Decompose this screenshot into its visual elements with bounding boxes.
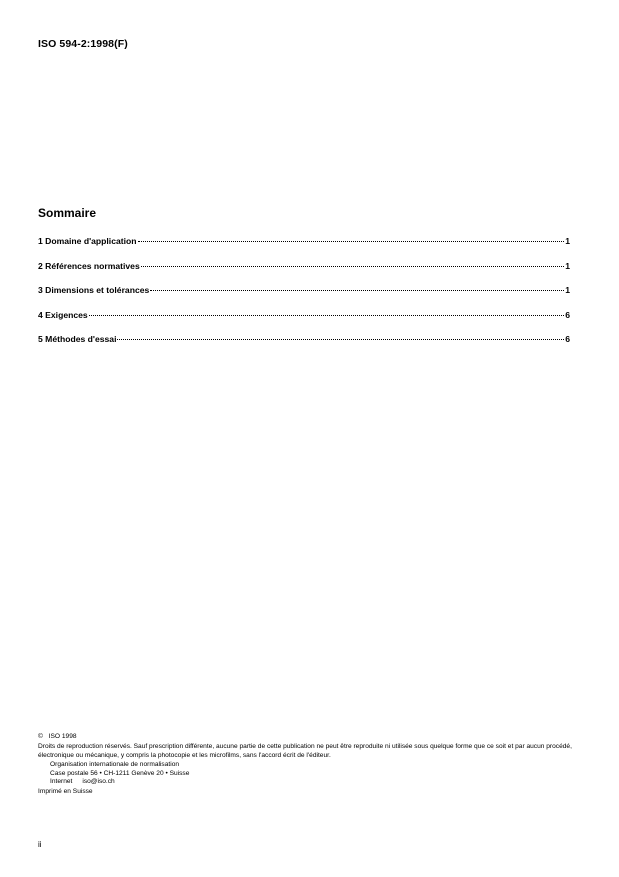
page-number: ii — [38, 840, 42, 849]
toc-entry[interactable] — [38, 285, 570, 310]
toc-entry-page: 6 — [565, 334, 570, 344]
toc-leader-dots — [138, 240, 565, 242]
internet-label: Internet — [50, 778, 73, 786]
toc-entry-page: 1 — [565, 236, 570, 246]
toc-entry-label: 5 Méthodes d'essai — [38, 334, 117, 344]
toc-entry-label: 3 Dimensions et tolérances — [38, 285, 150, 295]
toc-leader-dots — [150, 289, 564, 291]
toc-entry-label: 1 Domaine d'application — [38, 236, 137, 246]
toc-title: Sommaire — [38, 206, 97, 220]
toc-entry[interactable] — [38, 236, 570, 261]
printed-in-notice: Imprimé en Suisse — [38, 788, 93, 796]
toc-entry-page: 6 — [565, 309, 570, 320]
copyright-footer — [38, 733, 578, 797]
internet-line — [50, 778, 578, 786]
toc-entry[interactable] — [38, 261, 570, 286]
toc-leader-dots — [117, 338, 564, 340]
copyright-line — [38, 733, 578, 741]
toc-entry-page: 1 — [565, 260, 570, 271]
rights-notice: Droits de reproduction réservés. Sauf prescription différente, aucune partie de cette publication ne peut être reproduite ni utilisée sous quelque forme que ce soit et par aucun procédé, électronique ou mécanique, y compris la photocopie et les microfilms, sans l'accord écrit de l'éditeur. — [38, 743, 572, 759]
document-identifier: ISO 594-2:1998(F) — [38, 38, 128, 50]
postal-address: Case postale 56 • CH-1211 Genève 20 • Suisse — [50, 769, 190, 777]
toc-leader-dots — [141, 265, 564, 267]
toc-entry-label: 2 Références normatives — [38, 260, 140, 271]
toc-leader-dots — [89, 314, 565, 316]
internet-email[interactable]: iso@iso.ch — [82, 778, 115, 786]
copyright-text: ISO 1998 — [48, 733, 77, 740]
publisher-address — [38, 761, 578, 786]
toc-entry-label: 4 Exigences — [38, 309, 88, 320]
organization-name: Organisation internationale de normalisation — [50, 761, 180, 769]
toc-entry-page: 1 — [565, 285, 570, 295]
toc-entry[interactable] — [38, 310, 570, 335]
toc-entry[interactable] — [38, 334, 570, 359]
copyright-symbol: © — [38, 733, 43, 740]
table-of-contents — [38, 236, 570, 359]
